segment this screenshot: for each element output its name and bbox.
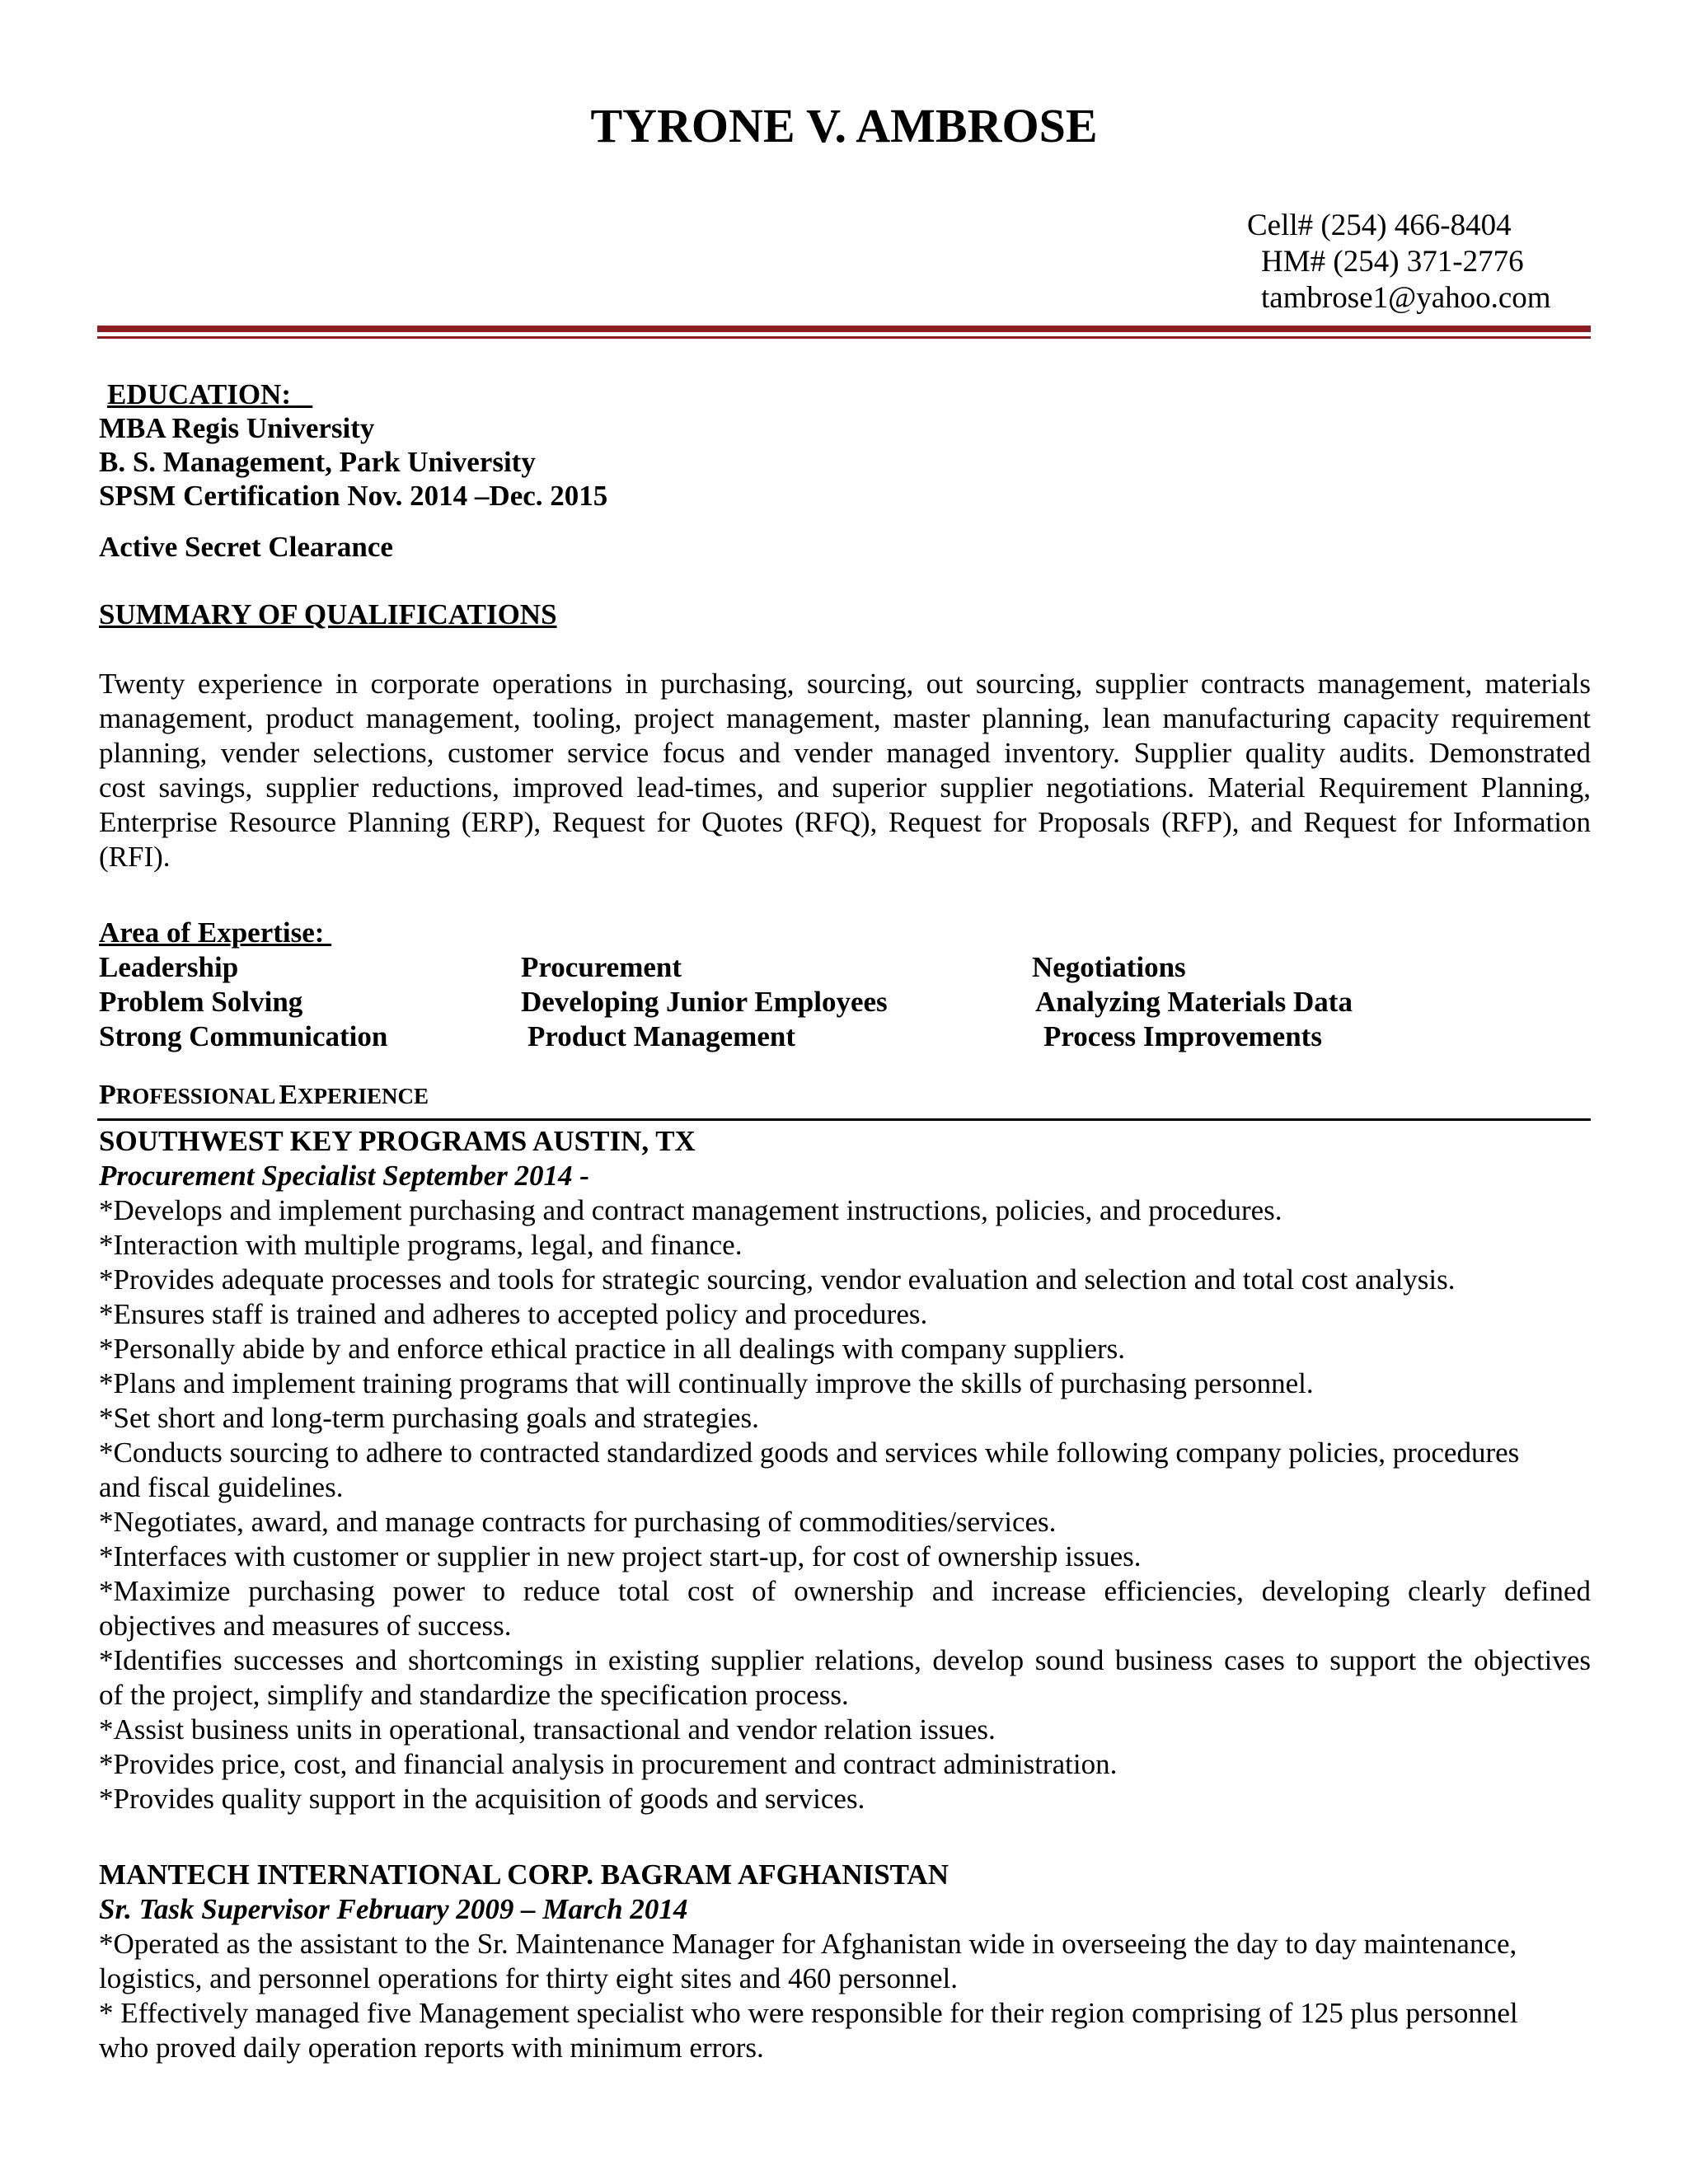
expertise-item: Leadership bbox=[99, 951, 239, 983]
expertise-item: Process Improvements bbox=[1043, 1020, 1322, 1052]
company-name: SOUTHWEST KEY PROGRAMS AUSTIN, TX bbox=[99, 1125, 696, 1157]
education-heading: EDUCATION: bbox=[107, 378, 291, 410]
expertise-heading: Area of Expertise: bbox=[99, 916, 325, 949]
expertise-item: Negotiations bbox=[1032, 951, 1186, 983]
clearance: Active Secret Clearance bbox=[99, 531, 393, 563]
education-item: SPSM Certification Nov. 2014 –Dec. 2015 bbox=[99, 480, 608, 512]
company-name: MANTECH INTERNATIONAL CORP. BAGRAM AFGHANISTAN bbox=[99, 1858, 949, 1891]
summary-paragraph bbox=[99, 667, 1591, 874]
summary-line: planning, vender selections, customer service focus and vender managed inventory. Supplier quality audits. Demonstrated bbox=[99, 737, 1591, 769]
home-phone: HM# (254) 371-2776 bbox=[1261, 245, 1524, 279]
summary-line: (RFI). bbox=[99, 841, 171, 873]
expertise-item: Product Management bbox=[528, 1020, 795, 1052]
expertise-item: Developing Junior Employees bbox=[521, 986, 888, 1018]
job-title: Procurement Specialist September 2014 - bbox=[99, 1160, 589, 1192]
education-item: B. S. Management, Park University bbox=[99, 446, 536, 478]
summary-line: Enterprise Resource Planning (ERP), Request for Quotes (RFQ), Request for Proposals (RFP), and Request for Information bbox=[99, 806, 1591, 838]
bullet-item: *Provides quality support in the acquisition of goods and services. bbox=[99, 1783, 865, 1815]
bullet-item: *Assist business units in operational, transactional and vendor relation issues. bbox=[99, 1713, 996, 1746]
bullet-item: *Maximize purchasing power to reduce total cost of ownership and increase efficiencies, developing clearly defined objectives and measures of success. bbox=[99, 1575, 1591, 1642]
summary-line: Twenty experience in corporate operations in purchasing, sourcing, out sourcing, supplier contracts management, materials bbox=[99, 668, 1591, 700]
bullet-item: *Interaction with multiple programs, legal, and finance. bbox=[99, 1229, 743, 1261]
experience-heading: PROFESSIONAL EXPERIENCE bbox=[99, 1080, 429, 1110]
bullet-item: *Identifies successes and shortcomings in existing supplier relations, develop sound business cases to support the objectives of the project, simplify and standardize the specification process. bbox=[99, 1644, 1591, 1711]
bullet-item: *Operated as the assistant to the Sr. Maintenance Manager for Afghanistan wide in overseeing the day to day maintenance, logistics, and personnel operations for thirty eight sites and 460 personnel. bbox=[99, 1928, 1517, 1994]
cell-phone: Cell# (254) 466-8404 bbox=[1247, 209, 1512, 242]
expertise-item: Analyzing Materials Data bbox=[1035, 986, 1353, 1018]
experience-divider bbox=[97, 1118, 1591, 1121]
bullet-item: *Personally abide by and enforce ethical practice in all dealings with company suppliers. bbox=[99, 1333, 1126, 1365]
expertise-item: Procurement bbox=[521, 951, 682, 983]
bullet-item: * Effectively managed five Management specialist who were responsible for their region comprising of 125 plus personnel who proved daily operation reports with minimum errors. bbox=[99, 1997, 1518, 2064]
email-address: tambrose1@yahoo.com bbox=[1261, 281, 1551, 315]
summary-heading: SUMMARY OF QUALIFICATIONS bbox=[99, 598, 557, 630]
bullet-item: *Conducts sourcing to adhere to contracted standardized goods and services while following company policies, procedures and fiscal guidelines. bbox=[99, 1436, 1520, 1503]
expertise-item: Problem Solving bbox=[99, 986, 303, 1018]
header-divider-thick bbox=[97, 326, 1591, 332]
bullet-item: *Ensures staff is trained and adheres to accepted policy and procedures. bbox=[99, 1298, 928, 1330]
education-item: MBA Regis University bbox=[99, 412, 375, 444]
job-title: Sr. Task Supervisor February 2009 – March 2014 bbox=[99, 1893, 688, 1925]
bullet-item: *Provides adequate processes and tools for strategic sourcing, vendor evaluation and selection and total cost analysis. bbox=[99, 1263, 1456, 1296]
summary-line: management, product management, tooling, project management, master planning, lean manufacturing capacity requirement bbox=[99, 702, 1591, 734]
expertise-item: Strong Communication bbox=[99, 1020, 388, 1052]
header-divider-thin bbox=[97, 336, 1591, 339]
bullet-item: *Set short and long-term purchasing goals and strategies. bbox=[99, 1402, 759, 1434]
bullet-item: *Develops and implement purchasing and contract management instructions, policies, and procedures. bbox=[99, 1194, 1282, 1226]
bullet-item: *Provides price, cost, and financial analysis in procurement and contract administration. bbox=[99, 1748, 1118, 1780]
bullet-item: *Plans and implement training programs that will continually improve the skills of purchasing personnel. bbox=[99, 1367, 1314, 1399]
summary-line: cost savings, supplier reductions, improved lead-times, and superior supplier negotiations. Material Requirement Planning, bbox=[99, 771, 1591, 804]
candidate-name: TYRONE V. AMBROSE bbox=[590, 99, 1098, 152]
bullet-item: *Negotiates, award, and manage contracts for purchasing of commodities/services. bbox=[99, 1506, 1057, 1538]
bullet-item: *Interfaces with customer or supplier in new project start-up, for cost of ownership issues. bbox=[99, 1540, 1142, 1572]
